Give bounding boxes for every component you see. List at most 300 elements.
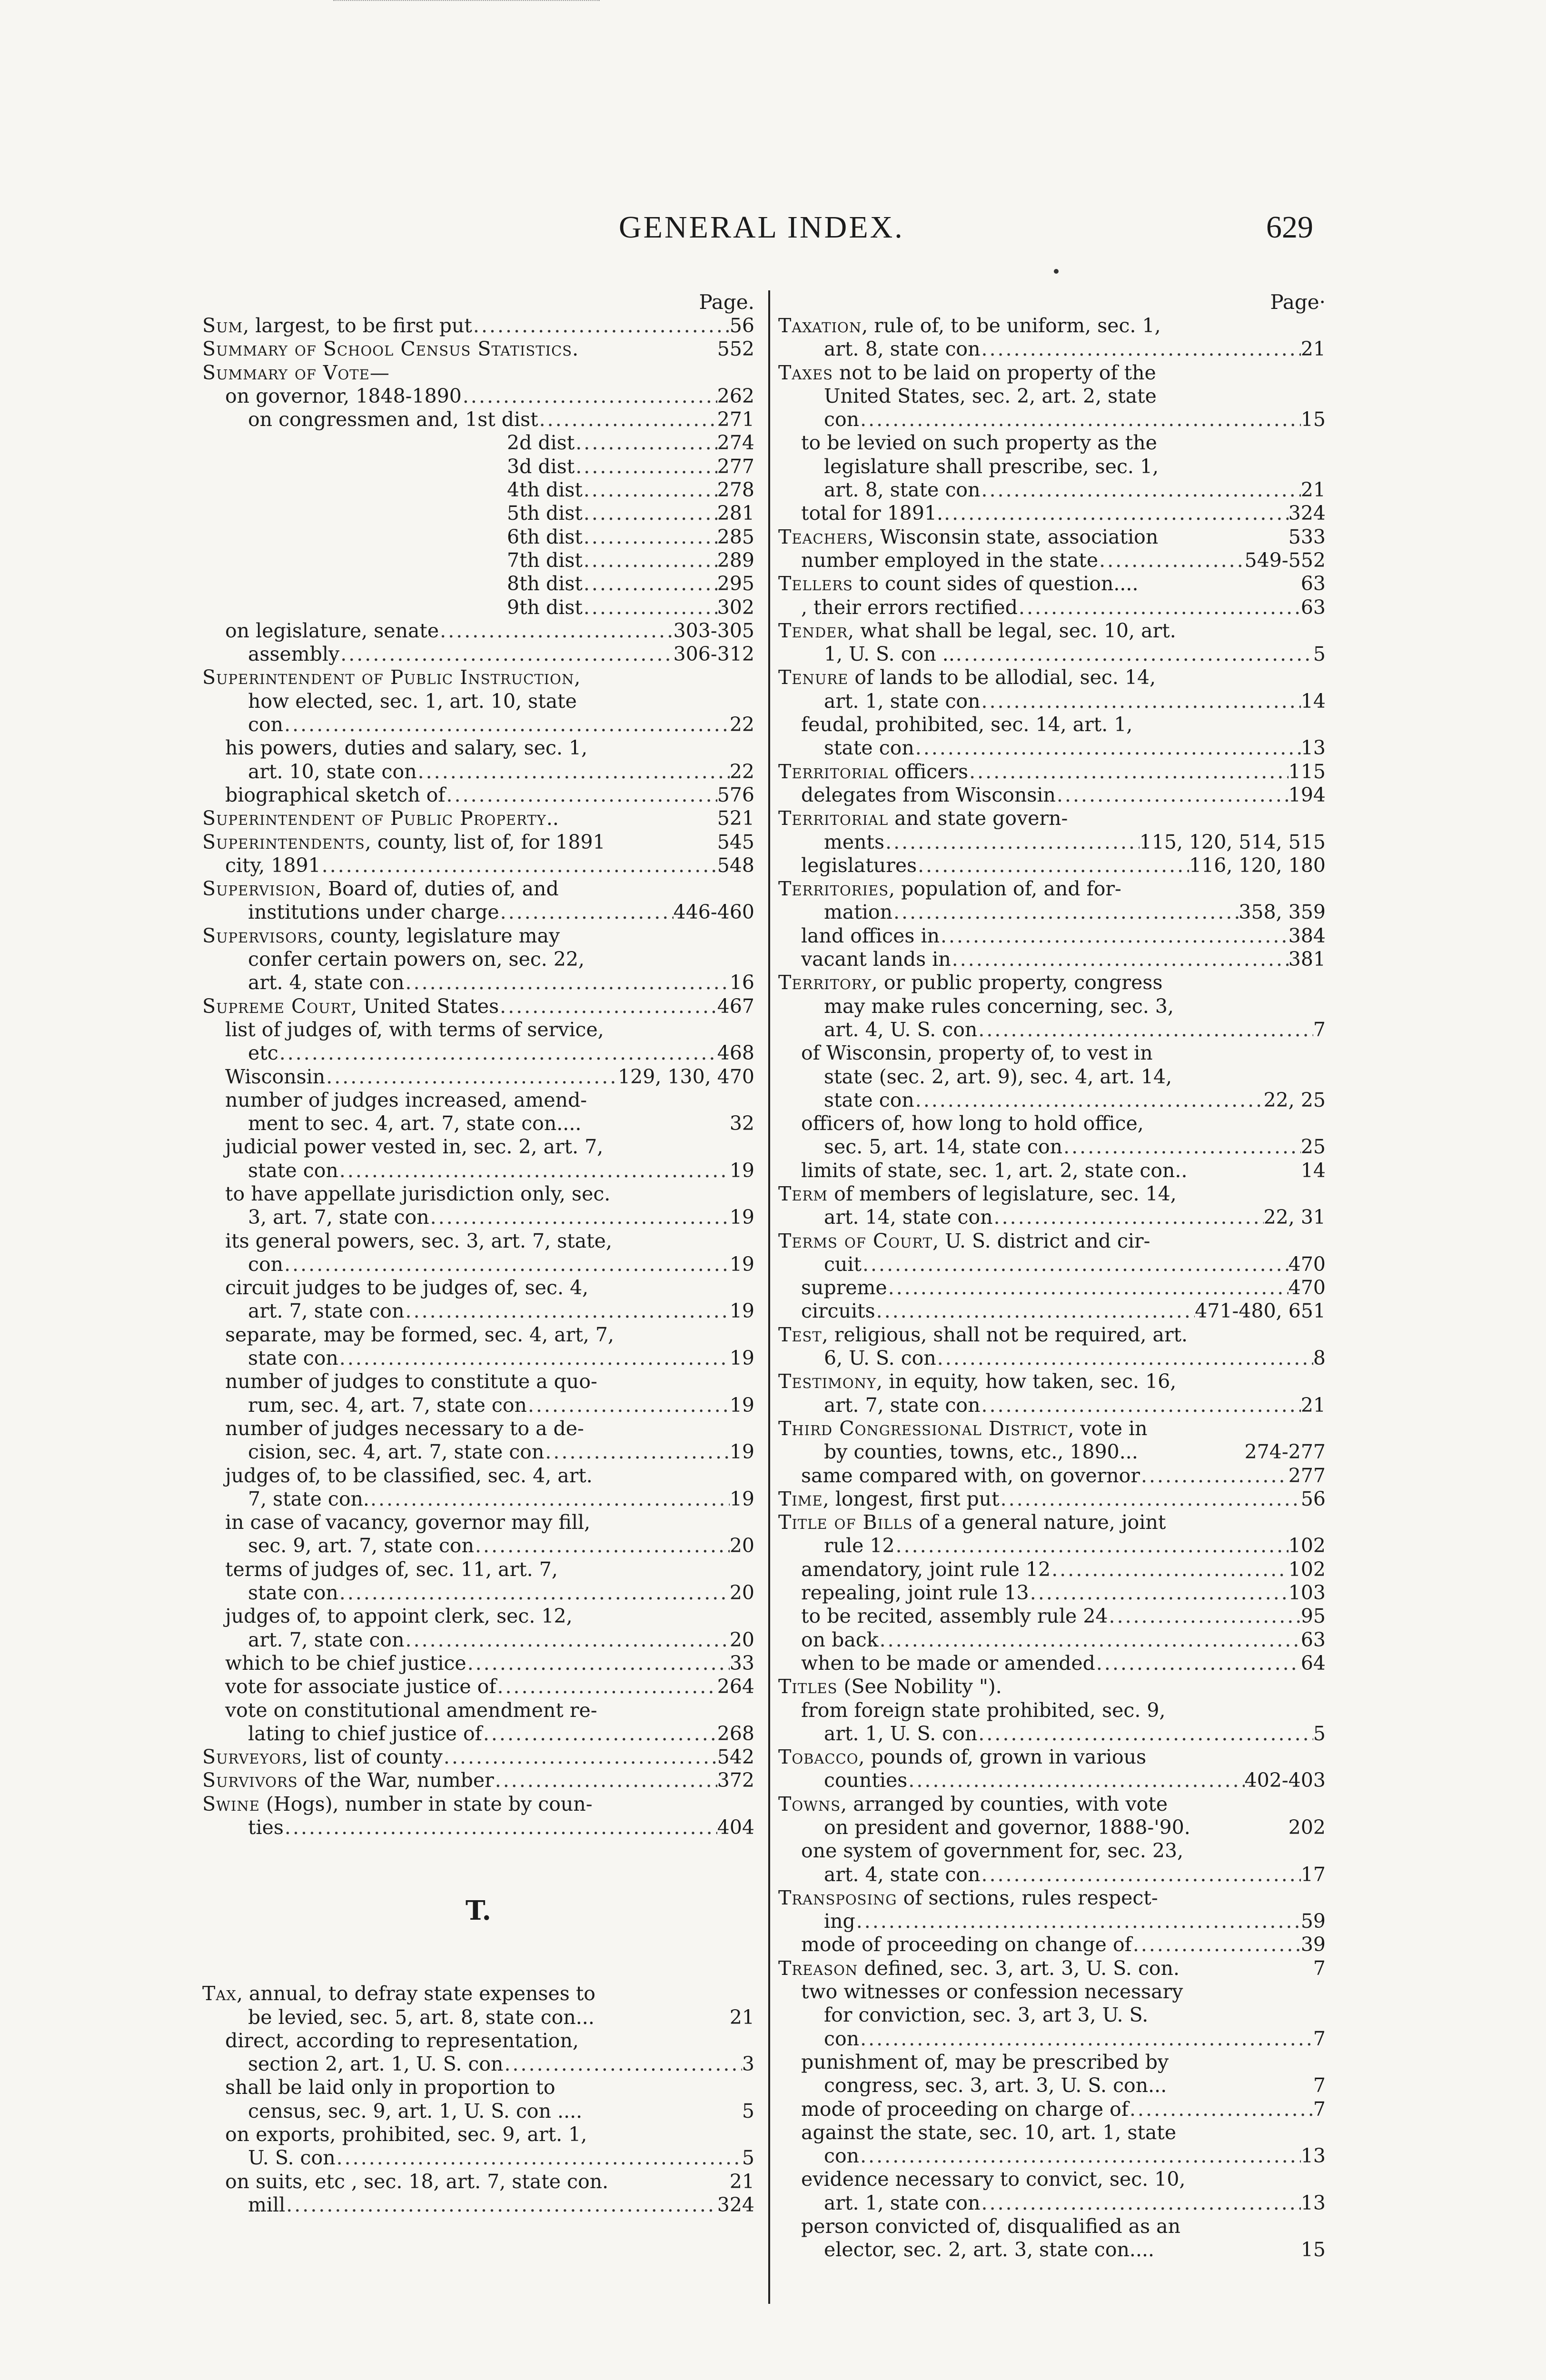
index-entry-line [202,1206,754,1229]
page-reference: 19 [729,1347,754,1370]
index-entry-text: mill [248,2193,286,2216]
dot-leader [955,643,1313,666]
index-heading-term: Supervisors, county, legislature may [202,924,560,947]
index-entry-line [778,1323,1326,1347]
dot-leader [417,760,730,783]
index-entry-line [202,431,754,455]
index-entry-line [778,924,1326,948]
index-entry-line [778,666,1326,689]
page-reference: 64 [1300,1651,1326,1675]
page-reference: 542 [717,1745,754,1769]
index-entry-text: on legislature, senate [225,619,439,642]
index-entry-text: how elected, sec. 1, art. 10, state [248,689,577,713]
index-entry-text: art. 4, U. S. con [824,1018,978,1041]
index-entry-text: number of judges increased, amend- [225,1088,587,1111]
index-entry-line [778,1816,1326,1839]
index-entry-line [778,1488,1326,1511]
index-entry-line [202,736,754,760]
dot-leader [583,549,717,572]
dot-leader [443,1745,717,1769]
index-heading-term: Towns, arranged by counties, with vote [778,1792,1168,1815]
index-entry-text: land offices in [801,924,940,947]
index-entry-text: on exports, prohibited, sec. 9, art. 1, [225,2123,587,2146]
index-entry-text: state con [248,1347,338,1370]
dot-leader [496,1675,717,1698]
index-entry-text: circuits [801,1299,875,1323]
index-entry-line [778,1839,1326,1863]
page-reference: 306-312 [673,643,754,666]
index-entry-text: judges of, to be classified, sec. 4, art. [225,1464,593,1487]
dot-leader [914,1089,1264,1112]
index-entry-text: sec. 5, art. 14, state con [824,1135,1063,1159]
index-entry-line [778,2168,1326,2191]
page-reference: 7 [1313,2027,1326,2050]
page-reference: 22, 31 [1263,1206,1326,1229]
index-entries-s [202,314,754,1839]
index-entry-line [778,2051,1326,2074]
page-reference: 22 [729,760,754,783]
index-entry-text: 9th dist [507,595,583,619]
page-reference: 102 [1288,1534,1326,1557]
index-entry-line [778,1417,1326,1440]
index-entry-text: limits of state, sec. 1, art. 2, state con.. [801,1159,1188,1182]
index-entry-text: circuit judges to be judges of, sec. 4, [225,1276,589,1299]
page-reference: 5 [1313,643,1326,666]
index-entry-text: state con [248,1159,338,1182]
index-entry-text: 8th dist [507,572,583,595]
index-heading-term: Sum, largest, to be first put [202,314,472,337]
index-entry-line [778,854,1326,877]
index-entry-text: supreme [801,1276,887,1299]
index-entry-line [778,877,1326,901]
index-entry-line [202,1299,754,1323]
page-reference: 19 [729,1206,754,1229]
page-reference: 358, 359 [1239,901,1326,924]
index-entry-text: on congressmen and, 1st dist [248,408,538,431]
index-heading-term: Summary of School Census Statistics. [202,337,579,361]
index-heading-term: Transposing of sections, rules respect- [778,1886,1158,1909]
dot-leader [1029,1581,1288,1605]
index-entry-line [778,1581,1326,1605]
index-entry-line [778,572,1326,595]
index-heading-term: Tax, annual, to defray state expenses to [202,1982,595,2005]
index-entry-text: art. 14, state con [824,1206,993,1229]
index-entry-line [778,1370,1326,1393]
index-entry-line [202,690,754,713]
page-reference: 281 [717,502,754,525]
index-entry-line [202,2029,754,2053]
index-entry-line [778,1793,1326,1816]
index-entry-line [778,831,1326,854]
index-entry-text: repealing, joint rule 13 [801,1581,1029,1605]
running-title: GENERAL INDEX. [619,210,904,245]
page-reference: 545 [717,830,754,853]
index-heading-term: Test, religious, shall not be required, art. [778,1323,1188,1346]
index-entry-text: art. 1, state con [824,2191,981,2214]
index-entry-line [778,1628,1326,1652]
page-reference: 14 [1300,689,1326,713]
index-entry-line [778,1863,1326,1886]
index-entry-text: vote on constitutional amendment re- [225,1698,597,1722]
index-entry-line [202,385,754,408]
index-entry-line [778,1722,1326,1745]
index-heading-term: Tenure of lands to be allodial, sec. 14, [778,666,1156,689]
index-heading-term: Titles (See Nobility "). [778,1675,1002,1698]
index-entry-text: con [824,408,860,431]
index-entry-text: to be levied on such property as the [801,431,1157,455]
index-heading-term: Term of members of legislature, sec. 14, [778,1182,1177,1205]
page-reference: 576 [717,783,754,806]
index-entry-line [202,783,754,807]
dot-leader [527,1394,730,1417]
dot-leader [943,502,1288,525]
index-entry-line [202,1276,754,1299]
index-entry-line [778,901,1326,924]
index-entry-text: one system of government for, sec. 23, [801,1839,1184,1863]
index-entry-text: on president and governor, 1888-'90. [824,1816,1190,1839]
index-entry-text: shall be laid only in proportion to [225,2076,555,2099]
dot-leader [892,901,1239,924]
page-reference: 63 [1300,572,1326,595]
index-entry-text: con [248,713,284,736]
page-reference: 25 [1300,1135,1326,1159]
index-entry-line [778,713,1326,736]
index-entry-line [778,596,1326,619]
index-entry-text: on governor, 1848-1890 [225,384,462,407]
page-reference: 468 [717,1041,754,1065]
index-entry-line [778,1135,1326,1159]
index-heading-term: Territorial and state govern- [778,807,1068,830]
index-entry-text: which to be chief justice [225,1651,466,1675]
index-entry-text: judges of, to appoint clerk, sec. 12, [225,1605,573,1628]
page-reference: 63 [1300,595,1326,619]
index-entry-line [202,314,754,337]
index-entry-line [778,361,1326,385]
page-reference: 277 [1288,1464,1326,1487]
dot-leader [321,854,717,877]
index-entry-line [778,1558,1326,1581]
dot-leader [405,971,730,994]
index-entry-line [778,1957,1326,1980]
index-heading-term: Taxes not to be laid on property of the [778,361,1156,384]
index-entry-line [778,502,1326,525]
index-heading-term: Superintendents, county, list of, for 1891 [202,830,605,853]
index-entry-line [202,1089,754,1112]
index-heading-term: Summary of Vote— [202,361,389,384]
index-heading-term: Superintendent of Public Instruction, [202,666,581,689]
page-header [0,209,1546,252]
index-entry-line [202,1558,754,1581]
dot-leader [1132,1933,1301,1956]
index-entry-text: , their errors rectified [801,595,1018,619]
index-entry-line [202,1722,754,1745]
index-entry-line [202,995,754,1018]
page-reference: 20 [729,1581,754,1605]
index-entry-text: state con [824,736,914,760]
index-entry-line [202,831,754,854]
index-entry-text: biographical sketch of [225,783,446,806]
page-reference: 19 [729,1487,754,1510]
index-entry-line [202,807,754,830]
index-entry-line [778,1440,1326,1464]
index-entry-text: 3d dist [507,455,575,478]
index-entry-text: section 2, art. 1, U. S. con [248,2053,504,2076]
index-entry-line [202,2146,754,2170]
page-reference: 202 [1288,1816,1326,1839]
index-heading-term: Teachers, Wisconsin state, association [778,525,1159,548]
index-entry-line [202,948,754,971]
index-heading-term: Terms of Court, U. S. district and cir- [778,1229,1150,1252]
index-entry-text: on suits, etc , sec. 18, art. 7, state con. [225,2170,609,2193]
dot-leader [472,314,730,337]
index-entry-line [202,713,754,736]
index-entry-text: ties [248,1816,284,1839]
index-entry-line [778,1206,1326,1229]
page-reference: 95 [1300,1605,1326,1628]
page-reference: 404 [717,1816,754,1839]
index-heading-term: Tobacco, pounds of, grown in various [778,1745,1147,1769]
index-entry-line [202,971,754,994]
index-entry-text: counties [824,1769,908,1792]
index-entry-line [202,2193,754,2217]
index-entry-text: con [824,2027,860,2050]
dot-leader [981,1394,1301,1417]
page-reference: 13 [1300,2191,1326,2214]
index-entry-text: etc [248,1041,278,1065]
index-entry-line [778,1159,1326,1182]
page-reference: 467 [717,994,754,1018]
index-entry-text: by counties, towns, etc., 1890... [824,1440,1138,1464]
dot-leader [887,1276,1288,1299]
dot-leader [1018,596,1301,619]
page-reference: 7 [1313,2097,1326,2121]
dot-leader [499,901,674,924]
page-reference: 5 [742,2146,754,2170]
index-entry-line [778,1464,1326,1488]
page-reference: 21 [729,2170,754,2193]
dot-leader [1095,1652,1301,1675]
index-entry-text: art. 7, state con [248,1628,405,1651]
index-entry-line [202,1370,754,1393]
index-heading-term: Tender, what shall be legal, sec. 10, art. [778,619,1176,642]
dot-leader [1000,1488,1301,1511]
column-divider [768,290,770,2304]
index-entry-text: confer certain powers on, sec. 22, [248,948,585,971]
index-entry-line [778,549,1326,572]
dot-leader [879,1628,1301,1652]
index-entry-text: evidence necessary to convict, sec. 10, [801,2168,1186,2191]
dot-leader [544,1440,729,1464]
index-entry-line [202,1652,754,1675]
index-entry-text: elector, sec. 2, art. 3, state con.... [824,2238,1155,2261]
index-entry-text: number of judges necessary to a de- [225,1417,584,1440]
dot-leader [369,1488,730,1511]
index-entry-line [778,736,1326,760]
index-entry-line [202,1793,754,1816]
dot-leader [285,2193,717,2217]
index-entry-line [778,1769,1326,1792]
index-heading-term: Tellers to count sides of question.... [778,572,1139,595]
index-entry-line [202,1511,754,1534]
index-entry-line [202,1699,754,1722]
index-entry-line [778,1112,1326,1135]
index-entry-text: feudal, prohibited, sec. 14, art. 1, [801,713,1133,736]
page-reference: 19 [729,1299,754,1323]
index-heading-term: Supervision, Board of, duties of, and [202,877,559,901]
index-entry-text: 4th dist [507,478,583,502]
dot-leader [981,478,1301,502]
page-reference: 19 [729,1159,754,1182]
index-entry-line [202,877,754,901]
index-entry-text: person convicted of, disqualified as an [801,2215,1181,2238]
index-entry-line [778,408,1326,431]
index-entry-line [202,1488,754,1511]
dot-leader [940,924,1288,948]
page-reference: 471-480, 651 [1195,1299,1326,1323]
page-reference: 32 [729,1112,754,1135]
index-entry-text: rum, sec. 4, art. 7, state con [248,1393,527,1417]
index-entry-text: delegates from Wisconsin [801,783,1056,806]
page-reference: 56 [1300,1487,1326,1510]
dot-leader [325,1065,618,1089]
page-reference: 264 [717,1675,754,1698]
dot-leader [859,2027,1313,2051]
index-entry-text: of Wisconsin, property of, to vest in [801,1041,1153,1065]
dot-leader [977,1722,1313,1745]
dot-leader [583,526,717,549]
index-heading-term: Taxation, rule of, to be uniform, sec. 1, [778,314,1161,337]
dot-leader [429,1206,730,1229]
index-entry-line [202,502,754,525]
index-entry-text: 7, state con. [248,1487,369,1510]
index-heading-term: Supreme Court, United States [202,994,499,1018]
index-entry-line [202,2053,754,2076]
index-entries-t [202,1982,754,2217]
index-entry-text: ment to sec. 4, art. 7, state con.... [248,1112,582,1135]
page-reference: 63 [1300,1628,1326,1651]
index-entry-line [778,1253,1326,1276]
dot-leader [862,1253,1288,1276]
index-entry-line [202,1464,754,1488]
dot-leader [917,854,1189,877]
index-entry-text: vacant lands in [801,948,951,971]
index-entry-line [202,2170,754,2193]
index-entry-text: direct, according to representation, [225,2029,579,2052]
page-reference: 194 [1288,783,1326,806]
index-entry-text: 1, U. S. con .. [824,643,955,666]
index-heading-term: Territorial officers [778,760,969,783]
page-reference: 533 [1288,525,1326,548]
dot-leader [583,596,717,619]
index-entry-text: legislature shall prescribe, sec. 1, [824,455,1159,478]
dot-leader [474,1534,730,1557]
index-heading-term: Territories, population of, and for- [778,877,1121,901]
page-reference: 521 [717,807,754,830]
index-entry-line [202,478,754,502]
page-reference: 116, 120, 180 [1189,853,1326,877]
page-reference: 274 [717,431,754,455]
page-reference: 13 [1300,2144,1326,2168]
page-reference: 20 [729,1628,754,1651]
index-entry-text: art. 8, state con [824,337,981,361]
index-entry-text: list of judges of, with terms of service, [225,1018,604,1041]
index-entry-line [202,1745,754,1769]
page-reference: 372 [717,1769,754,1792]
page-reference: 549-552 [1244,548,1326,572]
index-entry-line [778,948,1326,971]
index-entry-line [202,1182,754,1206]
dot-leader [1062,1135,1301,1159]
dot-leader [859,2144,1301,2168]
index-entry-text: to have appellate jurisdiction only, sec. [225,1182,611,1205]
index-entry-line [778,1910,1326,1933]
section-letter: T. [466,1895,491,1927]
index-entry-text: may make rules concerning, sec. 3, [824,994,1174,1018]
page-reference: 470 [1288,1252,1326,1276]
index-entry-line [202,924,754,948]
page-reference: 402-403 [1244,1769,1326,1792]
index-entry-line [202,408,754,431]
index-entry-line [778,2238,1326,2261]
ink-dot [1054,269,1059,274]
index-entry-line [202,337,754,361]
dot-leader [278,1041,717,1065]
index-entry-text: separate, may be formed, sec. 4, art, 7, [225,1323,614,1346]
page-reference: 7 [1313,2074,1326,2097]
index-entry-line [202,549,754,572]
dot-leader [884,831,1140,854]
index-entry-line [202,1135,754,1159]
page-reference: 21 [1300,337,1326,361]
index-heading-term: Surveyors, list of county [202,1745,443,1769]
dot-leader [951,948,1288,971]
index-entry-text: sec. 9, art. 7, state con [248,1534,475,1557]
index-entry-text: to be recited, assembly rule 24 [801,1605,1108,1628]
index-entry-text: his powers, duties and salary, sec. 1, [225,736,588,760]
index-entry-line [202,1230,754,1253]
page-reference: 22 [729,713,754,736]
index-heading-term: Survivors of the War, number [202,1769,494,1792]
dot-leader [875,1299,1195,1323]
index-entry-line [778,1089,1326,1112]
index-entry-line [778,2098,1326,2121]
dot-leader [494,1769,717,1792]
index-heading-term: Treason defined, sec. 3, art. 3, U. S. con. [778,1956,1180,1980]
page-reference: 19 [729,1252,754,1276]
dot-leader [859,408,1301,431]
page-reference: 384 [1288,924,1326,947]
index-entry-text: 3, art. 7, state con [248,1206,429,1229]
page-number: 629 [1266,210,1313,245]
index-entry-line [778,643,1326,666]
page-reference: 289 [717,548,754,572]
index-entry-line [778,1886,1326,1910]
index-entry-line [202,1347,754,1370]
index-entry-line [778,1182,1326,1206]
index-entry-text: officers of, how long to hold office, [801,1112,1144,1135]
dot-leader [338,1581,730,1605]
index-heading-term: Swine (Hogs), number in state by coun- [202,1792,593,1815]
index-entry-text: con [248,1252,284,1276]
index-entry-line [202,2006,754,2029]
dot-leader [583,502,717,525]
index-heading-term: Title of Bills of a general nature, joint [778,1511,1166,1534]
index-entry-line [778,2003,1326,2027]
index-entry-text: 2d dist [507,431,575,455]
index-entry-text: from foreign state prohibited, sec. 9, [801,1698,1166,1722]
page-reference: 59 [1300,1910,1326,1933]
index-entry-line [778,1511,1326,1534]
